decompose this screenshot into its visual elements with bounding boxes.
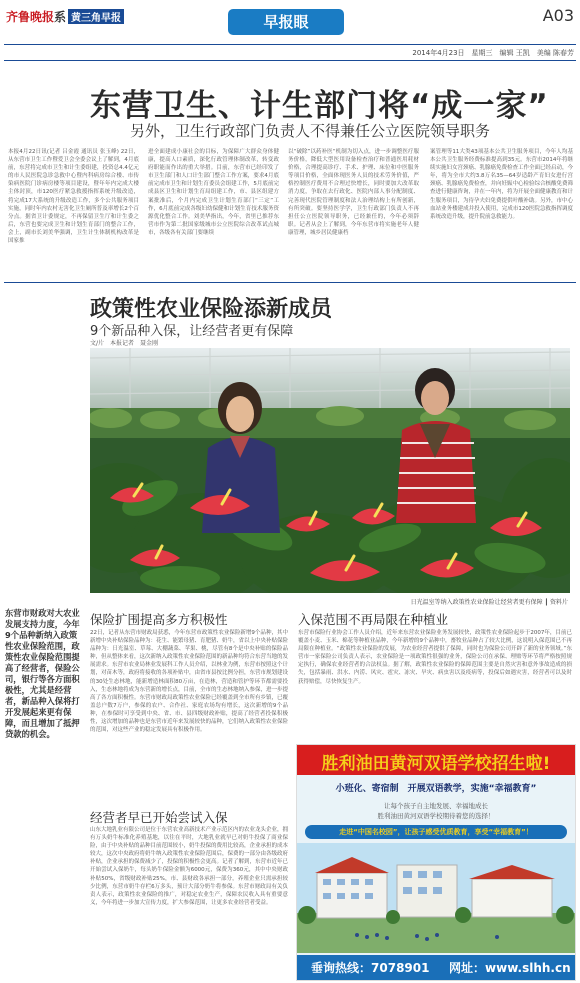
feature-byline: 文/片 本报记者 聂金刚 [90,340,159,347]
page-number: A03 [542,6,574,25]
section-2-title: 经营者早已开始尝试入保 [90,810,228,825]
ad-website[interactable] [449,959,571,976]
website-url: www.slhh.cn [485,961,571,975]
section-2-body: 山东大地乳业有限公司是位于东营农业高新技术产业示范区内的农业龙头企业，拥有万头奶牛标准化养殖基地，以往在平时，大地乳业就早已对奶牛投保了商业保险，由于中央补贴的品种目前范围较小，奶牛投保的费用比较高，企业承担的成本较大，这次中央政府将奶牛纳入政策性农业保险范围后，保费的一部分由各级政府补贴，企业承担的保费减少了，投保的积极性会更高。记者了解到，东营市近年已开始尝试入保奶牛，每头奶牛保险金额为6000元，保费为360元，其中中央财政补贴50%，省级财政补贴25%，市、县财政各承担一部分，养殖企业只需承担较少比例，东营市奶牛存栏6万多头，预计大部分奶牛将参保。东营市财政局有关负责人表示，政策性农业保险的推广，对稳定农业生产，保障农民收入具有重要意义，今年将进一步加大宣传力度，扩大参保范围，让更多农业经营者受益。 [90,827,288,906]
website-label: 网址： [449,961,486,975]
school-advertisement[interactable] [296,744,576,981]
hotline-number: 7078901 [371,961,430,975]
paper-suffix: 系 [54,10,67,24]
section-3-title: 入保范围不再局限在种植业 [298,612,449,627]
feature-subheadline: 9个新品种入保，让经营者更有保障 [90,324,294,339]
edition-meta: 2014年4月23日 星期三 编辑 王凯 美编 陈春芳 [412,49,574,57]
greenhouse-photo [90,348,570,593]
section-1-body: 22日，记者从东营市财政局获悉，今年东营市政策性农业保险新增9个品种，其中新增中央补贴保险品种为：花生、能繁母猪、育肥猪、奶牛，省以上中央补贴保险品种为：日光温室、草莓、大棚蔬菜、苹果、桃，尽管有8个是中央补贴的保险品种，但从整体来看，这次新纳入政策性农业保险范围的新品种均符合东营当地的发展需求。东营市农业局林业发展科工作人员介绍，以林业为例，东营市按照这个计划，对苗木等，政府将接收的各项补贴中，由省市县按比例分担，东营市规划建设的30处生态林地，能新增造林面积80万亩，在造林，营造和管护等环节都需要投入，生态林地将成为东营新的增长点，目前，全市的生态林地纳入参保，进一步提高了各方面积极性。东营市财政局政策性农业保险已经覆盖到全市所有乡镇，已覆盖总户数7万户，参保的农户、合作社、家庭农场均有增长，这次新增的9个品种，在参保时可享受到中央、省、市、县四级财政补贴，提高了经营者投保积极性，这次增加的品种也是东营市近年来发展较快的品种，它们纳入政策性农业保险的范围，对这些产业的稳定发展具有积极作用。 [90,630,288,734]
masthead [0,0,580,44]
feature-sidebar: 东营市财政对大农业发展支持力度，今年9个品种新纳入政策性农业保险范围，政策性农业保险范围提高了经营者，保险公司，银行等各方面积极性，尤其是经营者，新品种入保将打开发展起来更有保障，而且增加了抵押贷款的机会。 [5,608,80,739]
ad-title: 胜利油田黄河双语学校招生啦! [321,754,551,774]
section-title: 早报眼 [228,9,344,35]
lead-subheadline: 另外，卫生行政部门负责人不得兼任公立医院领导职务 [130,122,491,140]
school-campus-image [297,843,575,953]
ad-banner: 走进“中国名校园”，让孩子感受优质教育，享受“幸福教育”！ [339,828,533,836]
lead-column-4: 案管理等11大类43项基本公共卫生服务项目，今年人均基本公共卫生服务经费标准提高到35元。东营市2014年将继续实施妇女宫颈癌、乳腺癌免费检查工作全面已经启动，今年，将为全市大约3.8万名35—64岁适龄产育妇女进行宫颈癌、乳腺癌免费检查，并向妊娠中心检验综合核酸免费筛查进行健康咨询，并在一年内，将为开展全面健康教育和计生服务项目，为待孕夫妇免费提供叶酸补助。另外，市中心血站业务楼建成并投入使用，完成市120医院急救指挥调度系统改造升级，提升院前急救能力。 [430,149,573,220]
ad-tagline: 小班化、寄宿制 开展双语教学，实施“幸福教育” [335,784,537,794]
ad-motto-2: 胜利油田黄河双语学校期待着您的选择！ [377,812,495,820]
photo-caption: 日光温室等纳入政策性农业保险让经营者更有保障 ┃ 资料片 [410,599,568,606]
lead-rule [4,282,576,283]
lead-column-1: 本报4月22日讯(记者 吕金霞 通讯员 张玉峰) 22日，从东营市卫生工作暨爱卫会全委会议上了解到，4月底前，东营将完成市卫生和计生委组建，投资总4.4亿元的市人民医院急诊急救中心暨内科病房综合楼、市传染病医院门诊病房楼等项目建设，暨年年内完成大楼主体封顶，市120医疗紧急救援指挥系统升级改造，将完成17大系统的升级改造工作，多个公共服务项目实施，同时年内农村无害化卫生厕所普及率增长2个百分点。据省卫计委规定，不再保留卫生厅和计生委之后，东营也要完成卫生和计划生育部门的整合工作，会上，副市长刘美华强调，卫生计生体制机构改革是国家推 [8,149,139,245]
ad-motto-1: 让每个孩子自主地发展、幸福地成长 [384,802,488,810]
section-1-title: 保险扩围提高多方积极性 [90,612,228,627]
hotline-label: 垂询热线： [311,961,372,975]
ad-hotline[interactable] [311,959,429,976]
meta-rule [4,60,576,61]
lead-column-3: 以“破除”以药补医“机制为切入点，进一步调整医疗服务价格，降低大型医用设备检查治疗和普通医用耗材价格，合理提高诊疗、手术、护理、床位和中医服务等项目价格，全面体现医务人员的技术劳务价值，严格控制医疗费用不合理过快增长，同时要加大改革取消力度，争取在去行政化、医院内部人事分配制度、完善现代医院管理制度和法人治理结构上有所创新，有所突破。要坚持医学学，卫生行政部门负责人不再担任公立医院领导职务，已经兼任的，今年必须辞职。记者从会上了解到，今年东营市将实施老年人健康管理，城乡居民健康档 [288,149,419,236]
lead-headline: 东营卫生、计生部门将“成一家” [90,88,549,124]
paper-logo [6,8,124,25]
paper-name: 齐鲁晚报 [6,10,55,24]
feature-headline: 政策性农业保险添新成员 [90,297,333,322]
greenhouse-photo-image [90,348,570,593]
section-3-body: 东营市保险行业协会工作人员介绍，近年来东营农业保险业务发展较快，政策性农业保险起步于2007年，目前已覆盖小麦、玉米、棉花等种植业品种，今年新增的9个品种中，畜牧业品种占了较大比例，这说明入保范围已不再局限在种植业。“政策性农业保险的发展，为农业经营者提供了保障，同时也为保险公司开辟了新的业务领域。”东营市一家保险公司负责人表示，农业保险是一项政策性很强的业务，保险公司在承保、理赔等环节将严格按照规定执行，确保农业经营者的合法权益。据了解，政策性农业保险的保障范围主要是自然灾害和意外事故造成的损失，包括暴雨、洪水、内涝、风灾、雹灾、冻灾、旱灾、病虫害以及疫病等，投保后如遇灾害，经营者可以及时获得赔偿，尽快恢复生产。 [298,630,572,685]
edition-badge: 黄三角早报 [68,9,124,24]
lead-column-2: 进全面建成小康社会的目标，为保障广大群众身体健康，提高人口素质，深化行政管理体制改革，转变政府职能而作出的重大举措。目前，东营市已经印发了市卫生部门和人口计生部门整合工作方案，要求4月底前完成市卫生和计划生育委员会组建工作，5月底前完成县区卫生和计划生育局组建工作，市、县区组建方案批准后，个月内完成卫生计划生育部门“三定”工作，6月底前完成各级妇幼保健和计划生育技术服务资源优化整合工作。刘美华指出，今年，省里已推荐东营市作为第二批国家级城市公立医院综合改革试点城市，各级各有关部门要继续 [148,149,279,236]
masthead-rule [4,44,576,45]
